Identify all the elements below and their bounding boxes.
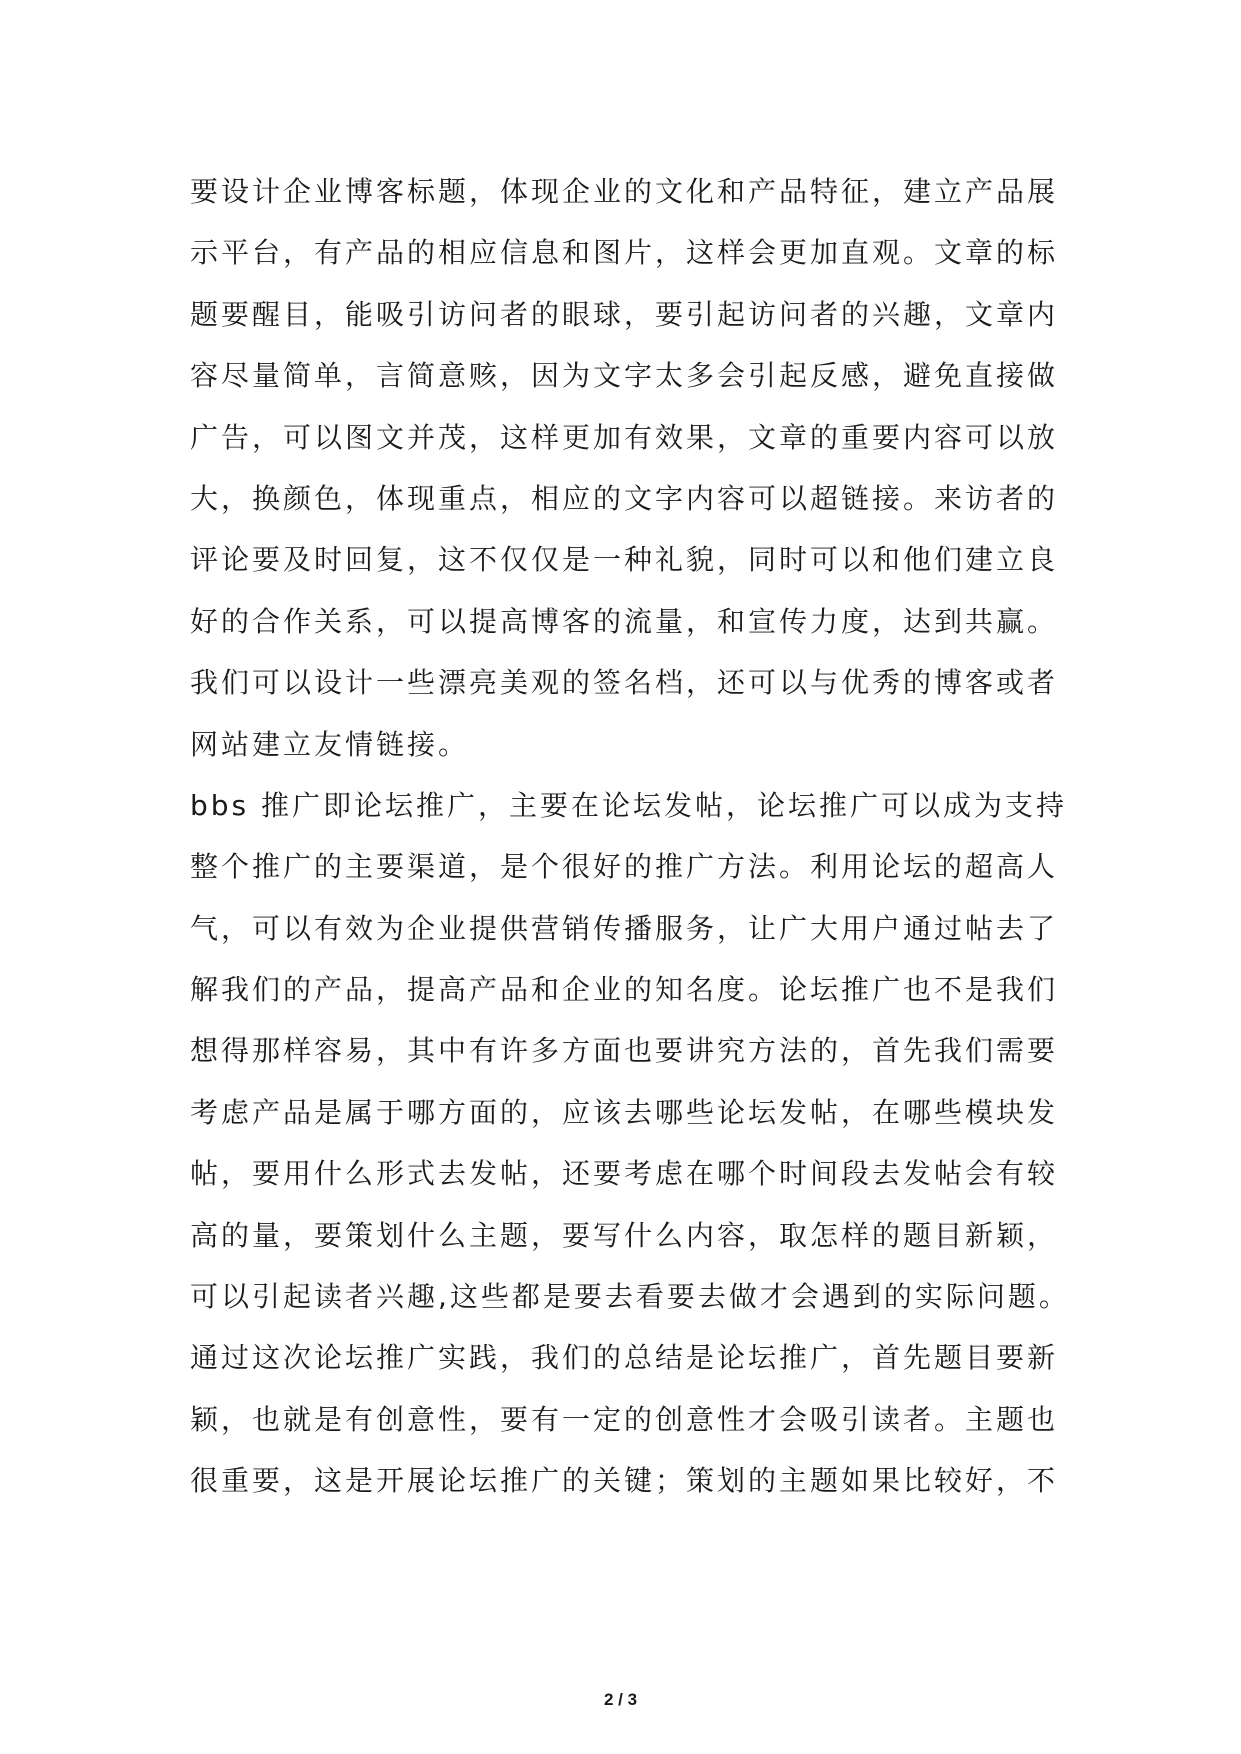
text-line: 示平台，有产品的相应信息和图片，这样会更加直观。文章的标	[190, 236, 1059, 270]
text-line: 我们可以设计一些漂亮美观的签名档，还可以与优秀的博客或者	[190, 666, 1059, 700]
text-line: 广告，可以图文并茂，这样更加有效果，文章的重要内容可以放	[190, 420, 1059, 454]
text-line: 容尽量简单，言简意赅，因为文字太多会引起反感，避免直接做	[190, 359, 1059, 393]
text-line: bbs 推广即论坛推广，主要在论坛发帖，论坛推广可以成为支持	[190, 788, 1068, 822]
text-line: 帖，要用什么形式去发帖，还要考虑在哪个时间段去发帖会有较	[190, 1157, 1059, 1191]
text-line: 评论要及时回复，这不仅仅是一种礼貌，同时可以和他们建立良	[190, 543, 1059, 577]
text-line: 解我们的产品，提高产品和企业的知名度。论坛推广也不是我们	[190, 973, 1059, 1007]
paragraph-blog	[190, 161, 1070, 775]
text-line: 考虑产品是属于哪方面的，应该去哪些论坛发帖，在哪些模块发	[190, 1095, 1059, 1129]
paragraph-bbs	[190, 775, 1070, 1512]
text-line: 颖，也就是有创意性，要有一定的创意性才会吸引读者。主题也	[190, 1402, 1059, 1436]
text-line: 想得那样容易，其中有许多方面也要讲究方法的，首先我们需要	[190, 1034, 1059, 1068]
text-line: 题要醒目，能吸引访问者的眼球，要引起访问者的兴趣，文章内	[190, 297, 1059, 331]
text-line: 可以引起读者兴趣,这些都是要去看要去做才会遇到的实际问题。	[190, 1280, 1070, 1314]
text-line: 气，可以有效为企业提供营销传播服务，让广大用户通过帖去了	[190, 911, 1059, 945]
text-line: 大，换颜色，体现重点，相应的文字内容可以超链接。来访者的	[190, 481, 1059, 515]
text-line: 好的合作关系，可以提高博客的流量，和宣传力度，达到共赢。	[190, 604, 1059, 638]
text-line: 网站建立友情链接。	[190, 727, 470, 761]
document-body	[190, 161, 1070, 1512]
page-number: 2 / 3	[603, 1690, 638, 1709]
text-line: 高的量，要策划什么主题，要写什么内容，取怎样的题目新颖，	[190, 1218, 1059, 1252]
text-line: 通过这次论坛推广实践，我们的总结是论坛推广，首先题目要新	[190, 1341, 1059, 1375]
text-line: 要设计企业博客标题，体现企业的文化和产品特征，建立产品展	[190, 175, 1059, 208]
text-line: 很重要，这是开展论坛推广的关键；策划的主题如果比较好，不	[190, 1464, 1059, 1498]
text-line: 整个推广的主要渠道，是个很好的推广方法。利用论坛的超高人	[190, 850, 1059, 884]
